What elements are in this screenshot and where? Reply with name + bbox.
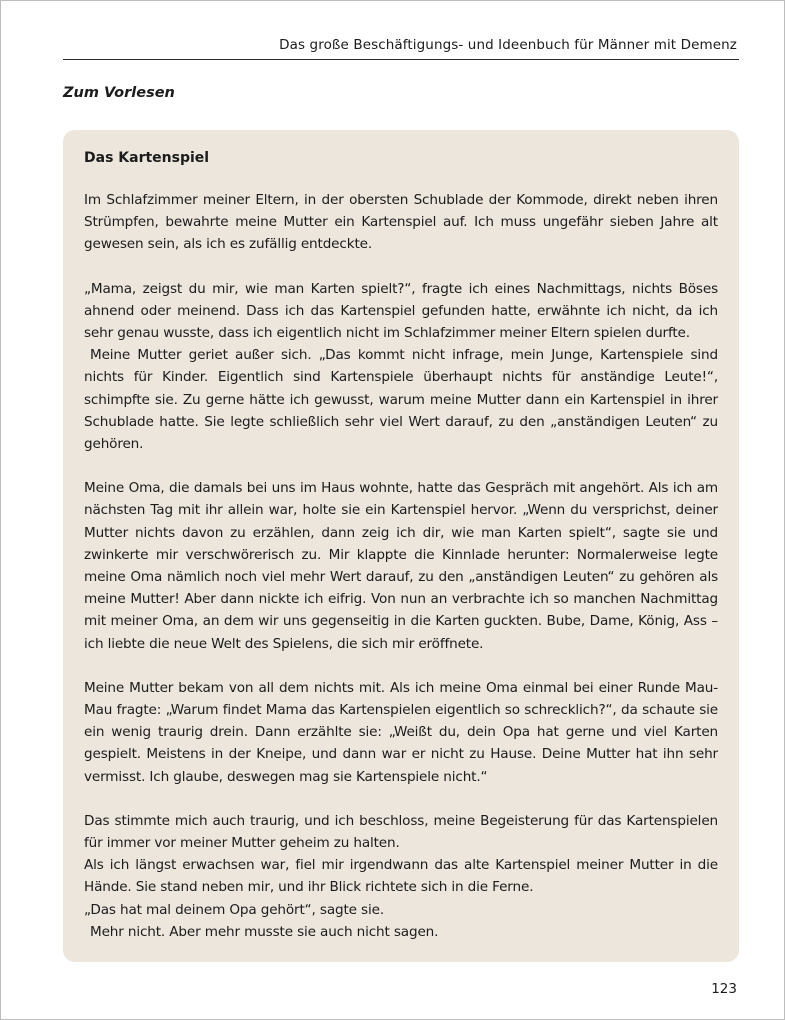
header-rule <box>63 59 739 60</box>
story-text-block: Meine Oma, die damals bei uns im Haus wohnte, hatte das Gespräch mit angehört. Als ich am nächsten Tag mit ihr allein war, holte sie ein Kartenspiel hervor. „Wenn du versprichst, deiner Mutter nichts davon zu erzählen, dann zeig ich dir, wie man Karten spielt“, sagte sie und zwinkerte mir verschwörerisch zu. Mir klappte die Kinnlade herunter: Normalerweise legte meine Oma nämlich noch viel mehr Wert darauf, zu den „anständigen Leuten“ zu gehören als meine Mutter! Aber dann nickte ich eifrig. Von nun an verbrachte ich so manchen Nachmittag mit meiner Oma, an dem wir uns gegenseitig in die Karten guckten. Bube, Dame, König, Ass – ich liebte die neue Welt des Spielens, die sich mir eröffnete. <box>84 480 718 652</box>
story-paragraph <box>84 278 718 456</box>
story-paragraph <box>84 189 718 256</box>
story-text-block: Meine Mutter geriet außer sich. „Das kommt nicht infrage, mein Junge, Kartenspiele sind nichts für Kinder. Eigentlich sind Kartenspiele überhaupt nichts für anständige Leute!“, schimpfte sie. Zu gerne hätte ich gewusst, warum meine Mutter dann ein Kartenspiel in ihrer Schublade hatte. Sie legte schließlich sehr viel Wert darauf, zu den „anständigen Leuten“ zu gehören. <box>84 347 718 453</box>
story-box <box>63 130 739 962</box>
story-title: Das Kartenspiel <box>84 150 210 166</box>
section-label: Zum Vorlesen <box>63 85 175 101</box>
story-paragraph <box>84 677 718 788</box>
story-text-block: Das stimmte mich auch traurig, und ich beschloss, meine Begeisterung für das Kartenspielen für immer vor meiner Mutter geheim zu halten. <box>84 812 718 852</box>
story-text-block: Mehr nicht. Aber mehr musste sie auch nicht sagen. <box>90 923 439 940</box>
story-paragraph <box>84 810 718 943</box>
page-number: 123 <box>711 981 737 997</box>
story-text-block: Im Schlafzimmer meiner Eltern, in der obersten Schublade der Kommode, direkt neben ihren Strümpfen, bewahrte meine Mutter ein Kartenspiel auf. Ich muss ungefähr sieben Jahre alt gewesen sein, als ich es zufällig entdeckte. <box>84 192 718 253</box>
story-text-block: „Das hat mal deinem Opa gehört“, sagte sie. <box>84 901 384 918</box>
story-text-block: Meine Mutter bekam von all dem nichts mit. Als ich meine Oma einmal bei einer Runde Mau-Mau fragte: „Warum findet Mama das Kartenspielen eigentlich so schrecklich?“, da schaute sie ein wenig traurig drein. Dann erzählte sie: „Weißt du, dein Opa hat gerne und viel Karten gespielt. Meistens in der Kneipe, und dann war er nicht zu Hause. Deine Mutter hat ihn sehr vermisst. Ich glaube, deswegen mag sie Kartenspiele nicht.“ <box>84 679 718 785</box>
story-text-block: Als ich längst erwachsen war, fiel mir irgendwann das alte Kartenspiel meiner Mutter in die Hände. Sie stand neben mir, und ihr Blick richtete sich in die Ferne. <box>84 857 718 896</box>
story-paragraph <box>84 477 718 655</box>
story-text-block: „Mama, zeigst du mir, wie man Karten spielt?“, fragte ich eines Nachmittags, nichts Böses ahnend oder meinend. Dass ich das Kartenspiel gefunden hatte, erwähnte ich nicht, da ich sehr genau wusste, dass ich eigentlich nicht im Schlafzimmer meiner Eltern spielen durfte. <box>84 280 718 342</box>
running-header-title: Das große Beschäftigungs- und Ideenbuch für Männer mit Demenz <box>279 37 737 53</box>
